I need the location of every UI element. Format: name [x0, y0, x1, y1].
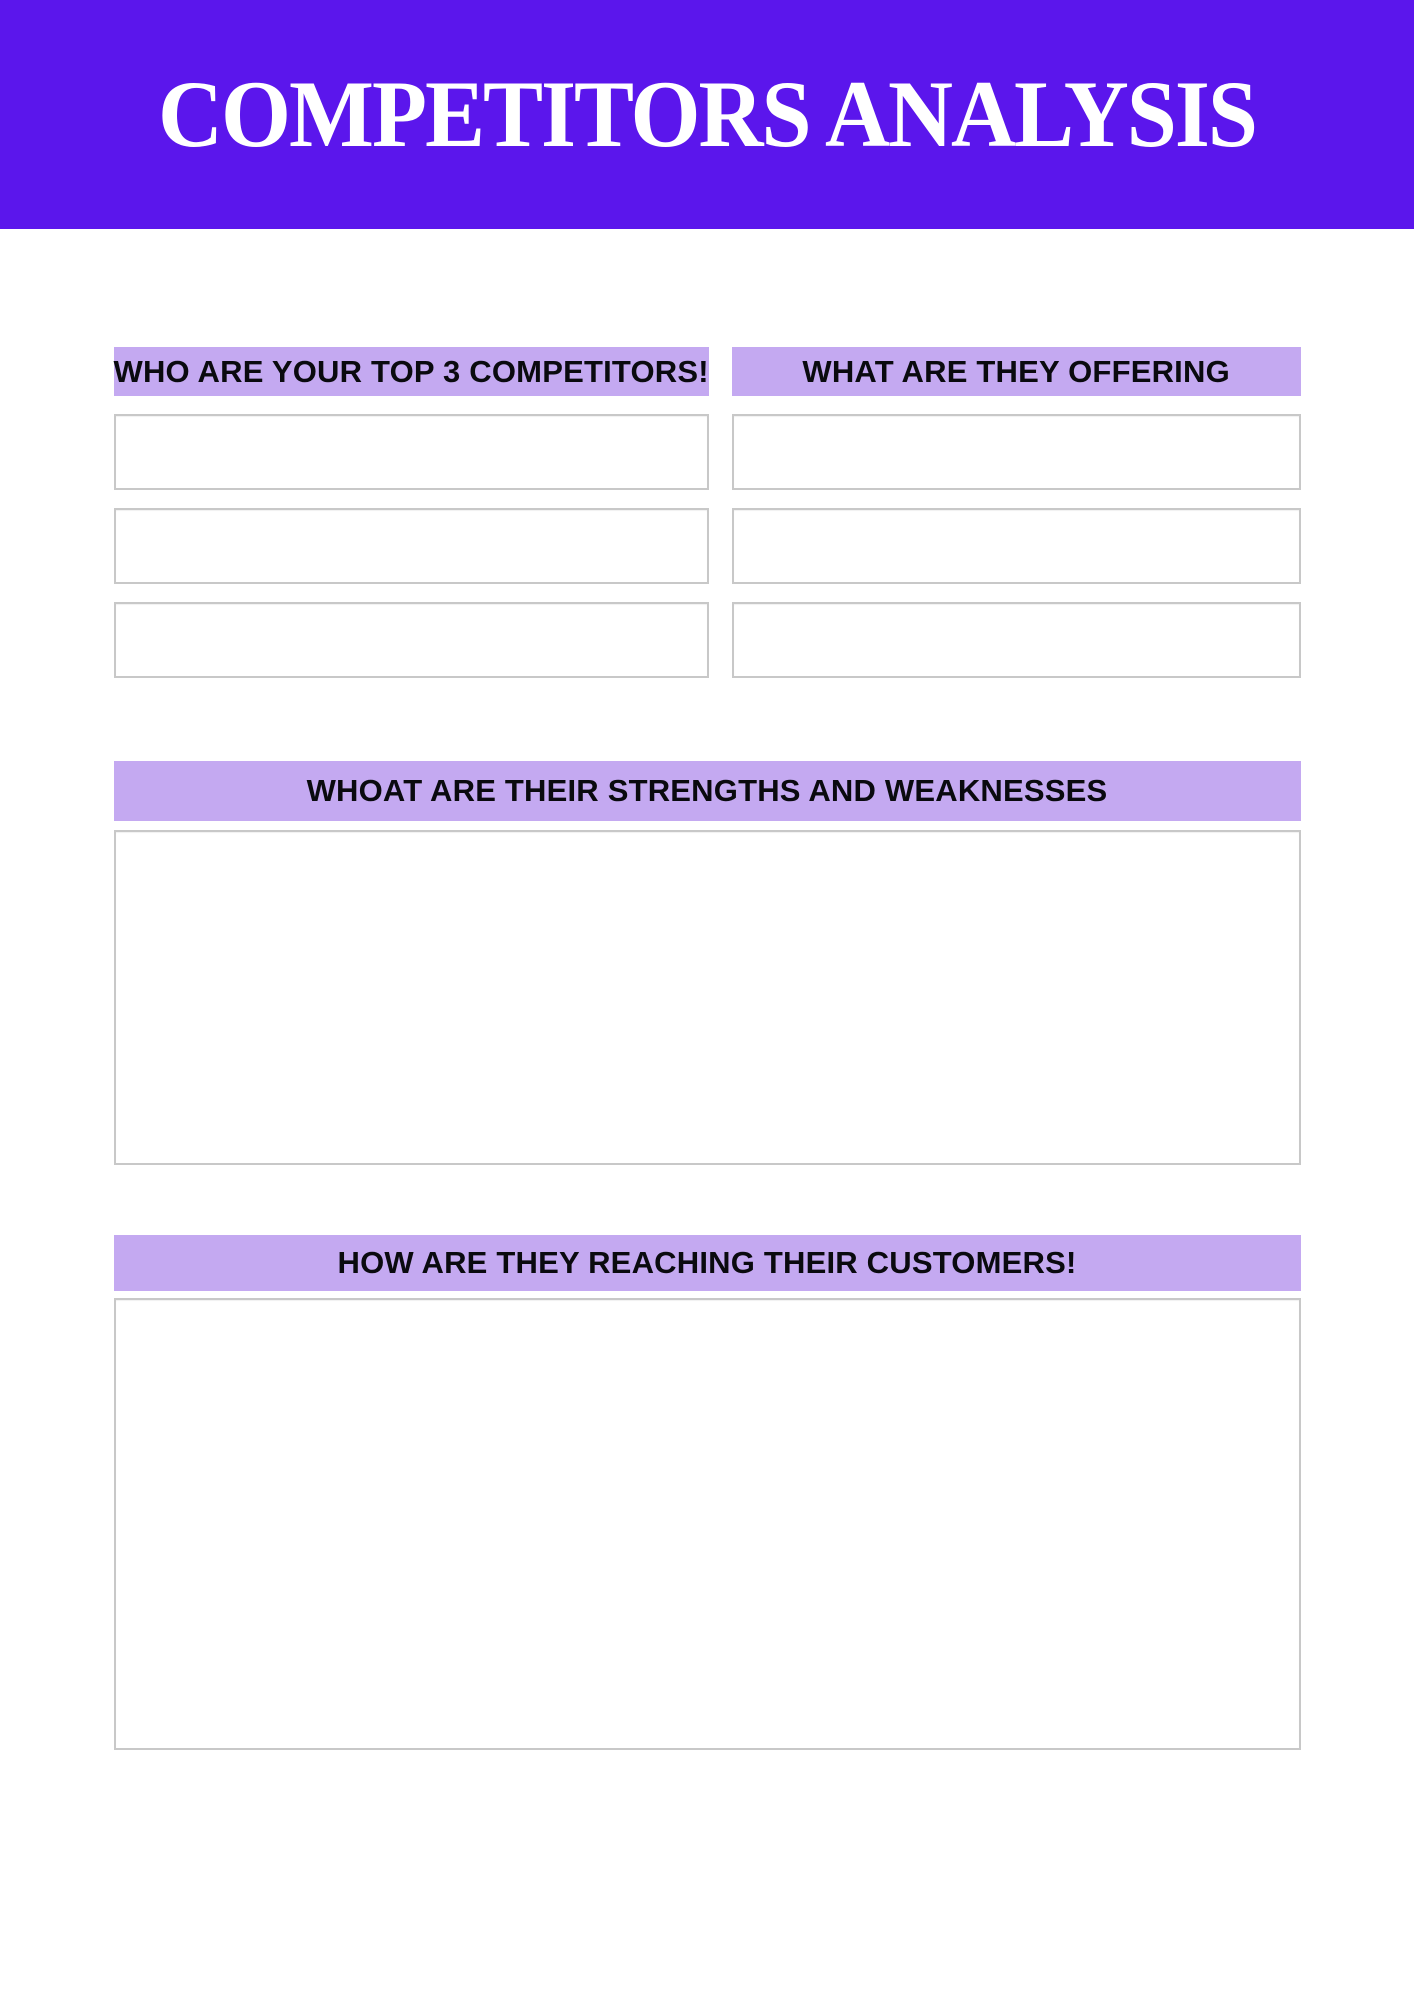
section-header-offering [732, 347, 1301, 396]
title-banner [0, 0, 1414, 229]
offering-answer-box-1[interactable] [732, 414, 1301, 490]
section-strengths [114, 761, 1301, 1165]
competitors-answer-box-1[interactable] [114, 414, 709, 490]
section-offering [732, 347, 1301, 678]
reach-answer-box[interactable] [114, 1298, 1301, 1750]
section-header-reach-label: HOW ARE THEY REACHING THEIR CUSTOMERS! [337, 1245, 1077, 1280]
section-header-strengths-label: WHOAT ARE THEIR STRENGTHS AND WEAKNESSES [306, 773, 1108, 808]
section-header-offering-label: WHAT ARE THEY OFFERING [802, 353, 1230, 389]
page-title: COMPETITORS ANALYSIS [158, 62, 1256, 167]
section-header-reach [114, 1235, 1301, 1291]
section-header-strengths [114, 761, 1301, 821]
worksheet-content [114, 347, 1301, 1750]
strengths-answer-box[interactable] [114, 830, 1301, 1165]
offering-answer-box-3[interactable] [732, 602, 1301, 678]
offering-answer-box-2[interactable] [732, 508, 1301, 584]
competitors-answer-box-3[interactable] [114, 602, 709, 678]
section-header-competitors [114, 347, 709, 396]
section-header-competitors-label: WHO ARE YOUR TOP 3 COMPETITORS! [113, 353, 709, 389]
competitors-answer-box-2[interactable] [114, 508, 709, 584]
section-reach [114, 1235, 1301, 1750]
top-two-column-row [114, 347, 1301, 678]
section-competitors [114, 347, 709, 678]
